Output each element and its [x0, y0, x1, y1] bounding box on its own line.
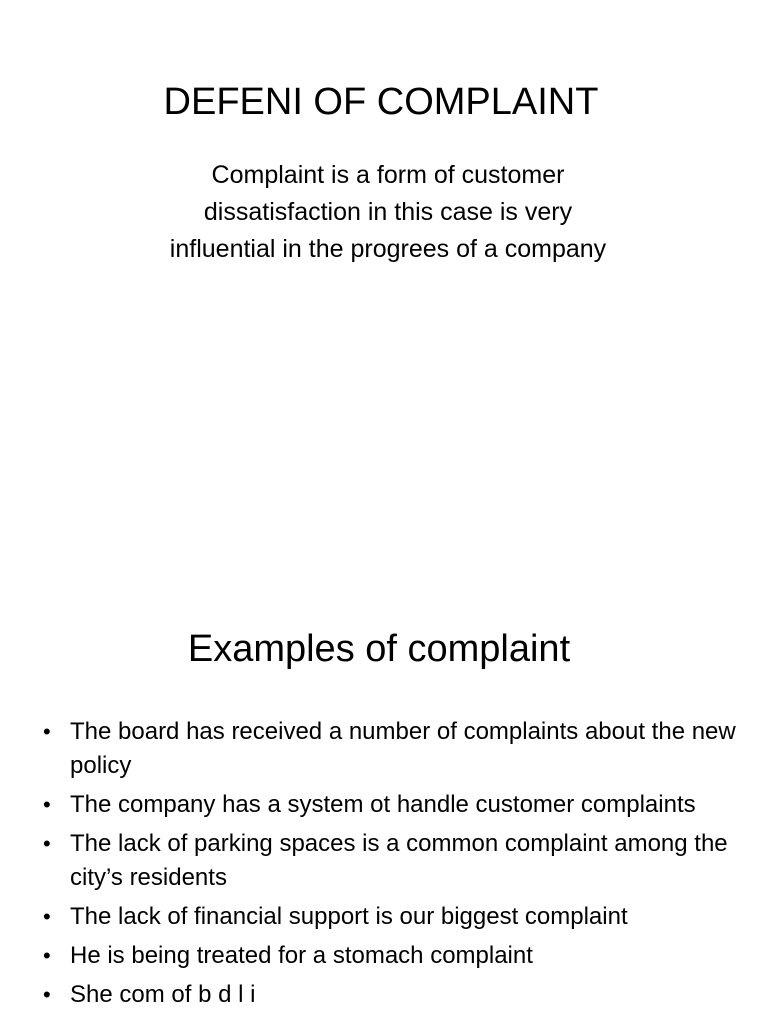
list-item-text: The lack of financial support is our biggest complaint	[70, 903, 628, 930]
definition-line: dissatisfaction in this case is very	[203, 198, 573, 226]
list-item	[40, 900, 740, 934]
list-item	[40, 939, 740, 973]
bullet-icon: •	[43, 792, 51, 817]
list-item-text: The board has received a number of complaints about the new policy	[70, 718, 736, 779]
definition-line: Complaint is a form of customer	[211, 161, 565, 189]
slide-examples	[0, 576, 768, 1024]
list-item	[40, 715, 740, 783]
definition-line: influential in the progrees of a company	[169, 235, 607, 263]
slide-title: DEFENI OF COMPLAINT	[163, 81, 599, 123]
bullet-icon: •	[43, 943, 51, 968]
list-item	[40, 978, 740, 1012]
examples-list	[40, 715, 740, 1017]
list-item-text: She com of b d l i	[70, 981, 256, 1008]
bullet-icon: •	[43, 982, 51, 1007]
definition-text	[118, 157, 658, 268]
list-item	[40, 788, 740, 822]
list-item-text: The company has a system ot handle customer complaints	[70, 791, 696, 818]
slide-title: Examples of complaint	[187, 628, 571, 670]
bullet-icon: •	[43, 719, 51, 744]
bullet-icon: •	[43, 831, 51, 856]
list-item-text: He is being treated for a stomach complaint	[70, 942, 533, 969]
list-item	[40, 827, 740, 895]
list-item-text: The lack of parking spaces is a common complaint among the city’s residents	[70, 830, 728, 891]
bullet-icon: •	[43, 904, 51, 929]
